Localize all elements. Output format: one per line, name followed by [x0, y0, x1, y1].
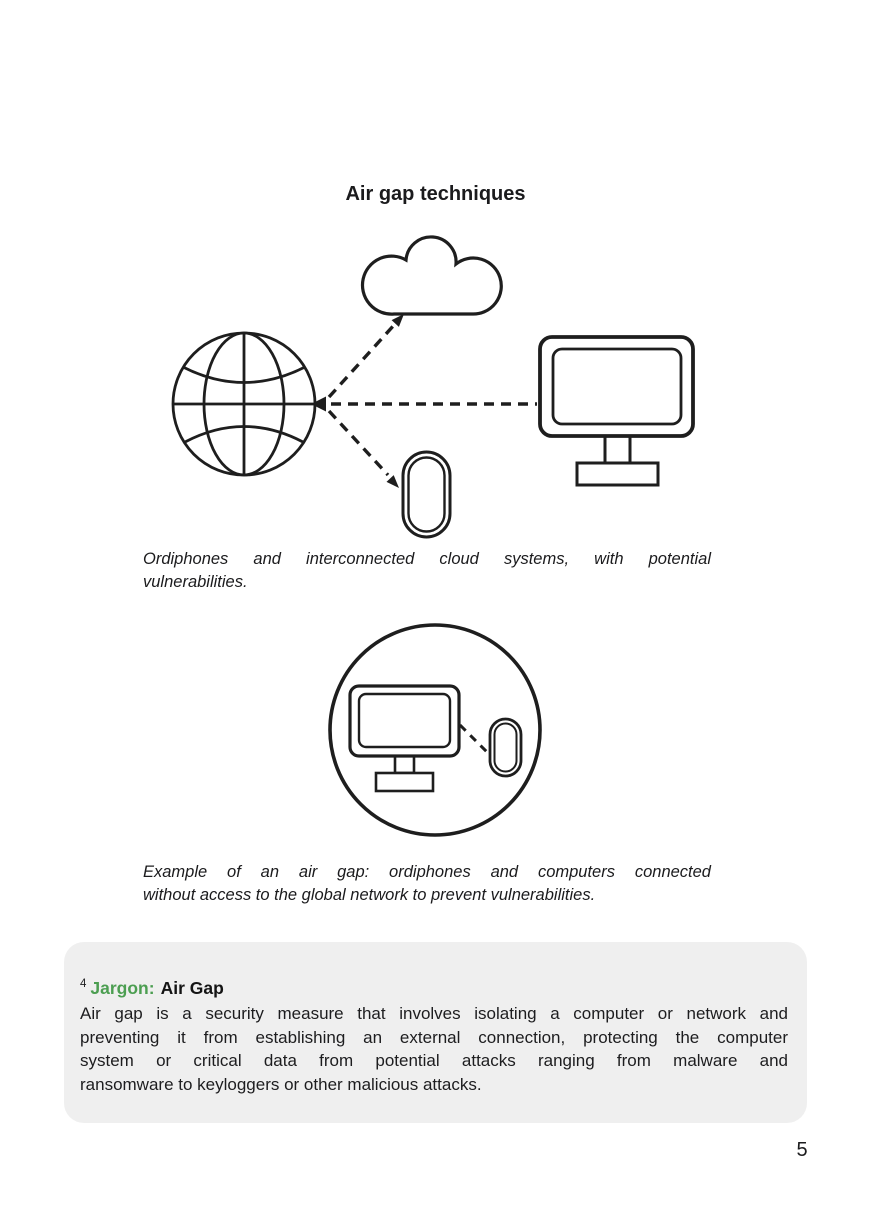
jargon-box: [64, 942, 807, 1123]
cloud-icon: [362, 237, 501, 314]
jargon-body-line: Air gap is a security measure that involves isolating a computer or network and: [80, 1004, 788, 1023]
caption-line: vulnerabilities.: [143, 573, 248, 591]
caption-line: Example of an air gap: ordiphones and computers connected: [143, 863, 711, 881]
smartphone-icon: [403, 452, 450, 537]
monitor-icon: [540, 337, 693, 485]
page-title: Air gap techniques: [345, 183, 526, 205]
caption-line: without access to the global network to prevent vulnerabilities.: [143, 886, 596, 904]
jargon-heading: [80, 978, 788, 999]
smartphone-icon: [490, 719, 521, 776]
figure-caption-2: [143, 861, 711, 907]
jargon-label: Jargon:: [90, 978, 155, 998]
jargon-body: [80, 1002, 788, 1096]
caption-line: Ordiphones and interconnected cloud systems, with potential: [143, 550, 711, 568]
figure-air-gap-example: [325, 618, 547, 844]
figure-caption-1: [143, 548, 711, 594]
globe-icon: [173, 333, 315, 475]
jargon-body-line: ransomware to keyloggers or other malicious attacks.: [80, 1074, 482, 1094]
figure-connected-systems: [165, 230, 705, 540]
page-number: 5: [796, 1139, 808, 1161]
jargon-body-line: system or critical data from potential attacks ranging from malware and: [80, 1051, 788, 1070]
footnote-marker: 4: [80, 978, 87, 991]
jargon-body-line: preventing it from establishing an external connection, protecting the computer: [80, 1027, 788, 1047]
jargon-term: Air Gap: [160, 978, 224, 998]
